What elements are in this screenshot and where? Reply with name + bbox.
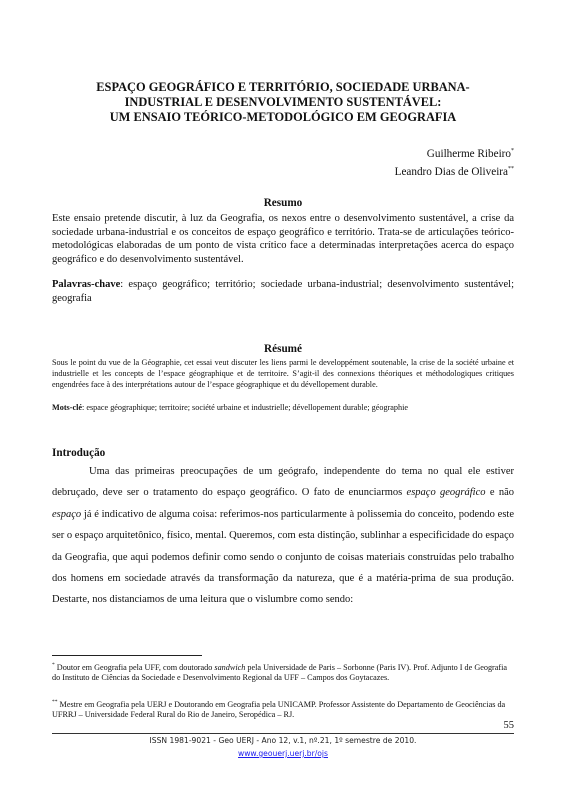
author-2 <box>395 162 514 180</box>
keywords-list: : espaço geográfico; território; sociedade urbana-industrial; desenvolvimento sustentável; geografia <box>52 279 514 304</box>
author-footnote-mark[interactable]: * <box>511 148 514 154</box>
introducao-body <box>52 461 514 611</box>
author-footnote-mark[interactable]: ** <box>508 166 514 172</box>
resumo-text: Este ensaio pretende discutir, à luz da Geografia, os nexos entre o desenvolvimento sustentável, a crise da sociedade urbana-industrial e os conceitos de espaço geográfico e território. Trata-se de articulações teórico-metodológicas elaboradas de um ponto de vista crítico face a determinadas interpretações acerca do espaço geográfico e do desenvolvimento sustentável. <box>52 213 514 265</box>
text-run: e não <box>485 487 514 499</box>
resumo-heading: Resumo <box>263 197 303 209</box>
mots-cle-label: Mots-clé <box>52 403 83 412</box>
footnote-2 <box>52 697 514 721</box>
page-number: 55 <box>503 720 514 731</box>
author-name: Guilherme Ribeiro <box>426 148 511 160</box>
title-line-1: ESPAÇO GEOGRÁFICO E TERRITÓRIO, SOCIEDADE URBANA- <box>96 80 470 94</box>
footnote-1 <box>52 660 514 684</box>
footnote-mark: * <box>52 662 55 668</box>
keywords-label: Palavras-chave <box>52 279 121 290</box>
resume-text: Sous le point du vue de la Géographie, cet essai veut discuter les liens parmi le developpément soutenable, la crise de la société urbaine et industrielle et les concepts de l’espace géographique et de territoire. S’agit-il des connexions théoriques et méthodologiques critiques engendrées face à des interprétations autour de l’espace géographique et du dévellopement durable. <box>52 358 514 389</box>
resumo-keywords <box>52 278 514 306</box>
introducao-heading: Introdução <box>52 447 106 459</box>
resume-heading: Résumé <box>264 343 302 355</box>
mots-cle-list: : espace géographique; territoire; société urbaine et industrielle; dévellopement durable; géographie <box>82 403 409 412</box>
author-1 <box>395 144 514 162</box>
title-line-3: UM ENSAIO TEÓRICO-METODOLÓGICO EM GEOGRAFIA <box>109 110 457 124</box>
paragraph <box>52 461 514 611</box>
footer-issn: ISSN 1981-9021 - Geo UERJ - Ano 12, v.1, nº.21, 1º semestre de 2010. <box>149 736 417 745</box>
title-line-2: INDUSTRIAL E DESENVOLVIMENTO SUSTENTÁVEL: <box>124 95 442 109</box>
text-run: Uma das primeiras preocupações de um geógrafo, independente do tema no qual ele estiver debruçado, deve ser o tratamento do espaço geográfico. O fato de enunciarmos <box>52 466 514 499</box>
author-list <box>395 144 514 180</box>
resume-keywords <box>52 402 514 413</box>
italic-term: espaço <box>52 508 82 520</box>
text-run: pela Universidade de Paris – Sorbonne (Paris IV). Prof. Adjunto I de Geografia do Instituto de Ciências da Sociedade e Desenvolvimento Regional da UFF – Campos dos Goytacazes. <box>52 663 508 683</box>
footer-divider <box>52 733 514 734</box>
text-run: Mestre em Geografia pela UERJ e Doutorando em Geografia pela UNICAMP. Professor Assistente do Departamento de Geociências da UFRRJ – Universidade Federal Rural do Rio de Janeiro, Seropédica – RJ. <box>52 700 506 720</box>
italic-term: espaço geográfico <box>406 487 486 499</box>
footer-url-link[interactable]: www.geouerj.uerj.br/ojs <box>238 749 328 758</box>
paper-title <box>40 80 526 125</box>
footnote-divider <box>52 655 202 656</box>
author-name: Leandro Dias de Oliveira <box>394 166 508 178</box>
footnote-mark: ** <box>52 699 58 705</box>
text-run: Doutor em Geografia pela UFF, com doutorado <box>54 663 215 672</box>
text-run: já é indicativo de alguma coisa: referimos-nos particularmente à polissemia do conceito, podendo este ser o espaço arquitetônico, físico, mental. Queremos, com esta distinção, sublinhar a especificidade do espaço da Geografia, que aqui podemos definir como sendo o conjunto de coisas materiais construídas pelo trabalho dos homens em sociedade através da transformação da natureza, que é a matéria-prima de sua produção. Destarte, nos distanciamos de uma leitura que o vislumbre como sendo: <box>52 508 514 606</box>
italic-term: sandwich <box>214 663 246 672</box>
